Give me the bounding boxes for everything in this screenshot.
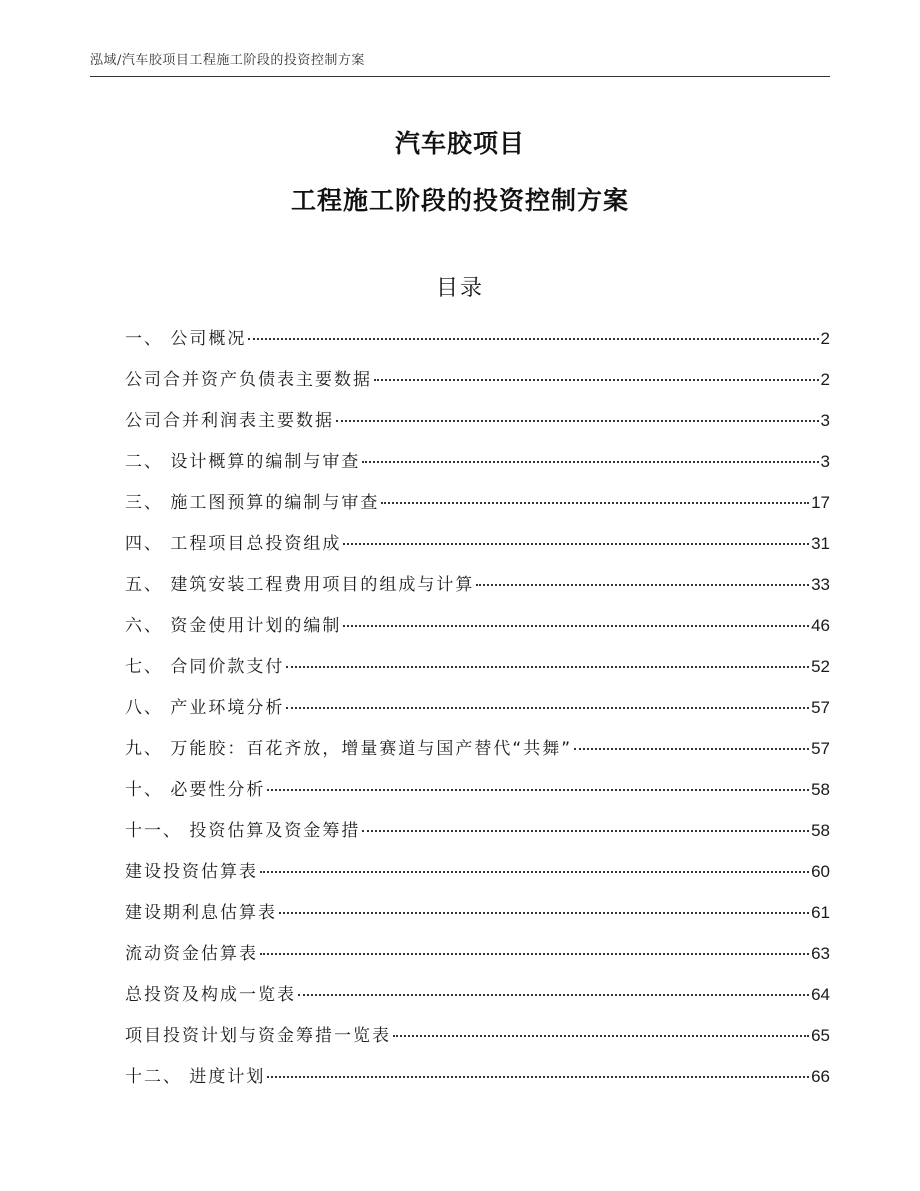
toc-entry[interactable] (125, 857, 830, 898)
toc-entry-label: 总投资及构成一览表 (125, 985, 296, 1005)
toc-entry-page: 60 (811, 862, 830, 881)
toc-entry-label: 六、 资金使用计划的编制 (125, 616, 342, 636)
toc-dot-leader (260, 952, 809, 955)
toc-entry-label: 七、 合同价款支付 (125, 657, 285, 677)
toc-entry[interactable] (125, 406, 830, 447)
toc-entry-page: 66 (811, 1067, 830, 1086)
toc-dot-leader (381, 501, 809, 504)
toc-dot-leader (286, 706, 809, 709)
toc-entry-label: 流动资金估算表 (125, 944, 258, 964)
toc-entry-page: 61 (811, 903, 830, 922)
toc-entry-page: 33 (811, 575, 830, 594)
toc-entry-label: 九、 万能胶：百花齐放，增量赛道与国产替代“共舞” (125, 739, 573, 759)
toc-entry-label: 建设期利息估算表 (125, 903, 277, 923)
toc-entry-page: 57 (811, 739, 830, 758)
toc-entry-page: 3 (820, 452, 830, 471)
toc-entry-page: 2 (820, 329, 830, 348)
toc-entry-page: 3 (820, 411, 830, 430)
toc-entry[interactable] (125, 939, 830, 980)
toc-entry-label: 建设投资估算表 (125, 862, 258, 882)
toc-dot-leader (248, 337, 818, 340)
toc-entry-label: 三、 施工图预算的编制与审查 (125, 493, 380, 513)
toc-entry-page: 64 (811, 985, 830, 1004)
toc-entry[interactable] (125, 652, 830, 693)
running-header: 泓域/汽车胶项目工程施工阶段的投资控制方案 (90, 50, 830, 77)
toc-entry[interactable] (125, 898, 830, 939)
toc-entry-label: 二、 设计概算的编制与审查 (125, 452, 361, 472)
toc-dot-leader (393, 1034, 809, 1037)
toc-entry-label: 十二、 进度计划 (125, 1067, 266, 1087)
toc-entry[interactable] (125, 816, 830, 857)
toc-dot-leader (267, 1075, 809, 1078)
toc-entry[interactable] (125, 693, 830, 734)
toc-entry-label: 八、 产业环境分析 (125, 698, 285, 718)
toc-entry[interactable] (125, 1021, 830, 1062)
toc-entry[interactable] (125, 570, 830, 611)
toc-entry-page: 52 (811, 657, 830, 676)
toc-entry[interactable] (125, 980, 830, 1021)
toc-heading: 目录 (435, 276, 484, 301)
toc-entry-page: 57 (811, 698, 830, 717)
toc-entry[interactable] (125, 1062, 830, 1103)
toc-entry-label: 十、 必要性分析 (125, 780, 266, 800)
toc-dot-leader (336, 419, 819, 422)
toc-entry-page: 46 (811, 616, 830, 635)
toc-entry[interactable] (125, 365, 830, 406)
toc-entry[interactable] (125, 488, 830, 529)
table-of-contents (125, 324, 830, 1103)
toc-entry[interactable] (125, 775, 830, 816)
toc-dot-leader (362, 829, 809, 832)
toc-entry[interactable] (125, 324, 830, 365)
toc-entry-page: 63 (811, 944, 830, 963)
toc-entry-label: 公司合并资产负债表主要数据 (125, 370, 372, 390)
toc-entry-page: 17 (811, 493, 830, 512)
document-title-line-1: 汽车胶项目 (394, 129, 525, 158)
toc-dot-leader (343, 624, 809, 627)
toc-entry-page: 58 (811, 780, 830, 799)
toc-dot-leader (574, 747, 809, 750)
toc-entry-label: 五、 建筑安装工程费用项目的组成与计算 (125, 575, 475, 595)
toc-entry-label: 十一、 投资估算及资金筹措 (125, 821, 361, 841)
toc-dot-leader (298, 993, 809, 996)
toc-entry-label: 项目投资计划与资金筹措一览表 (125, 1026, 391, 1046)
toc-dot-leader (362, 460, 818, 463)
toc-entry-page: 31 (811, 534, 830, 553)
toc-entry-label: 一、 公司概况 (125, 329, 247, 349)
toc-entry-label: 公司合并利润表主要数据 (125, 411, 334, 431)
toc-dot-leader (343, 542, 809, 545)
toc-entry-label: 四、 工程项目总投资组成 (125, 534, 342, 554)
document-title-line-2: 工程施工阶段的投资控制方案 (290, 186, 629, 215)
toc-entry[interactable] (125, 529, 830, 570)
toc-dot-leader (279, 911, 809, 914)
toc-dot-leader (374, 378, 819, 381)
toc-entry-page: 65 (811, 1026, 830, 1045)
toc-dot-leader (260, 870, 809, 873)
toc-entry[interactable] (125, 734, 830, 775)
toc-dot-leader (267, 788, 809, 791)
toc-entry[interactable] (125, 611, 830, 652)
toc-entry-page: 2 (820, 370, 830, 389)
toc-entry[interactable] (125, 447, 830, 488)
toc-dot-leader (286, 665, 809, 668)
toc-dot-leader (476, 583, 809, 586)
toc-entry-page: 58 (811, 821, 830, 840)
